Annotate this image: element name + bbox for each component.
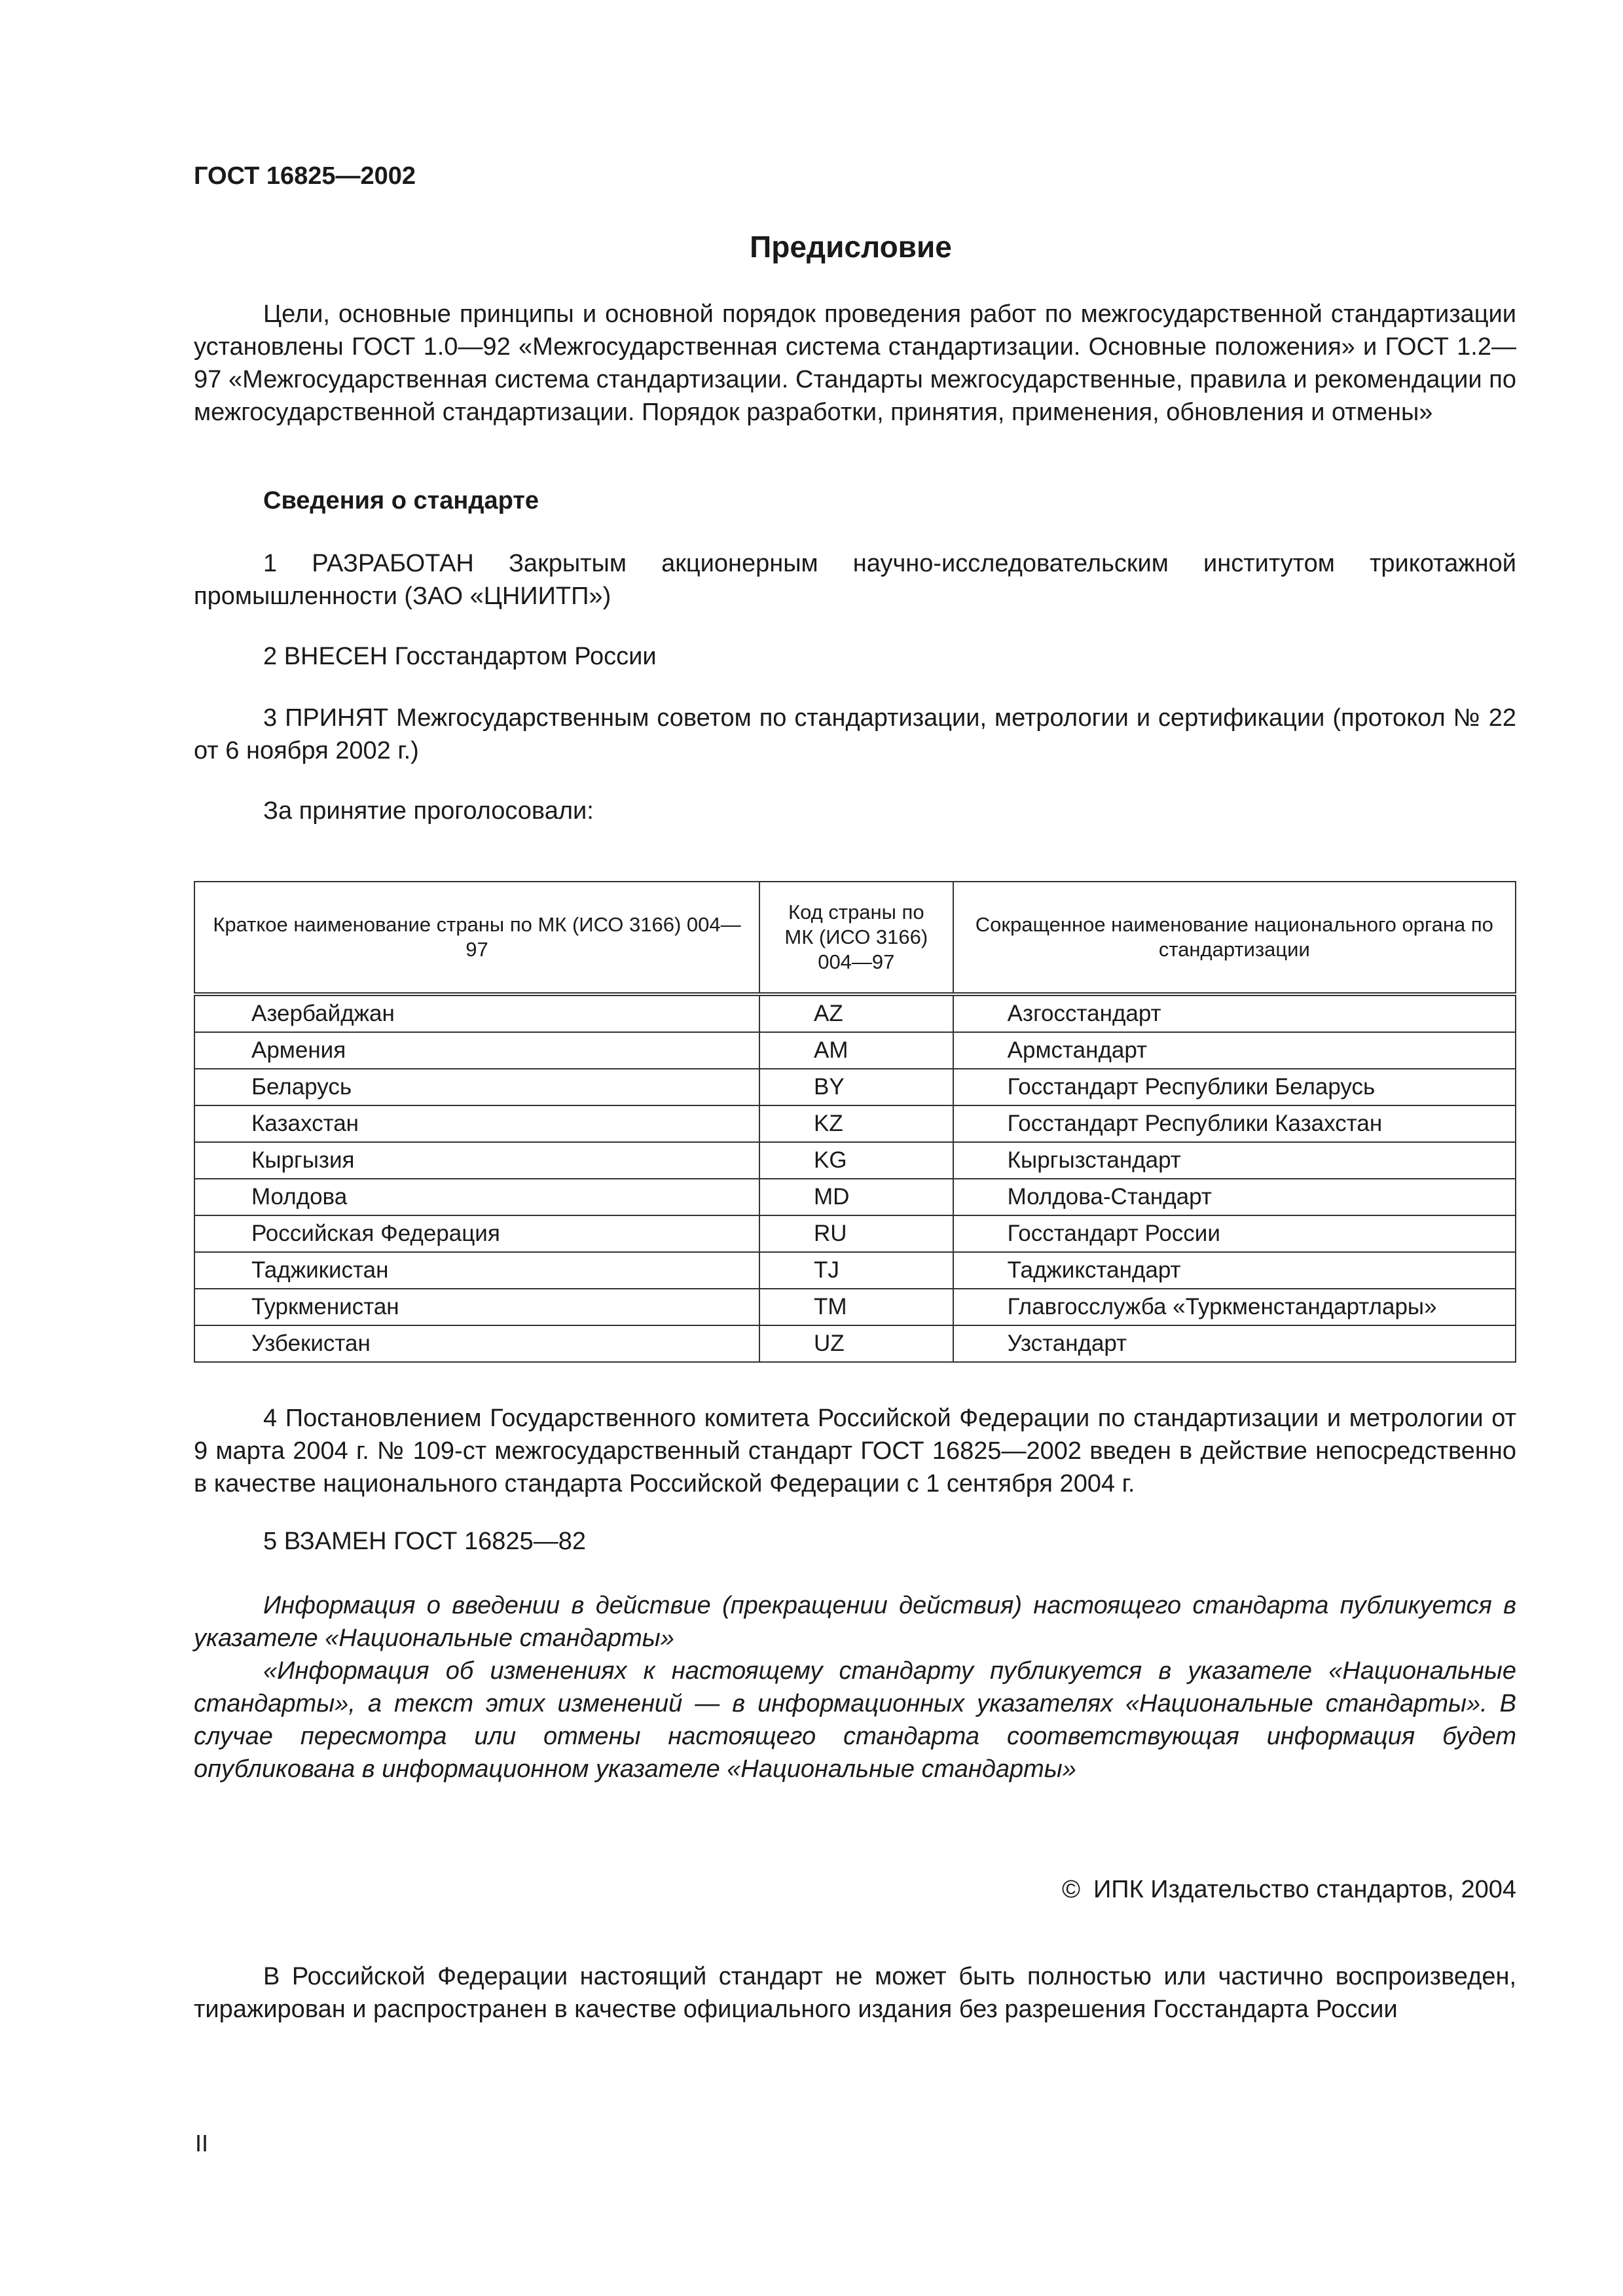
table-row: [194, 1142, 1516, 1179]
voting-table: [194, 881, 1516, 1363]
country-cell: Беларусь: [194, 1069, 759, 1105]
country-cell: Российская Федерация: [194, 1215, 759, 1252]
country-cell: Казахстан: [194, 1105, 759, 1142]
body-cell: Молдова-Стандарт: [953, 1179, 1516, 1215]
table-row: [194, 1179, 1516, 1215]
body-cell: Госстандарт Республики Казахстан: [953, 1105, 1516, 1142]
code-cell: RU: [759, 1215, 953, 1252]
body-cell: Госстандарт России: [953, 1215, 1516, 1252]
country-cell: Таджикистан: [194, 1252, 759, 1289]
item-resolution: 4 Постановлением Государственного комитета Российской Федерации по стандартизации и метрологии от 9 марта 2004 г. № 109-ст межгосударственный стандарт ГОСТ 16825—2002 введен в действие непосредственно в качестве национального стандарта Российской Федерации с 1 сентября 2004 г.: [194, 1405, 1516, 1498]
body-cell: Узстандарт: [953, 1325, 1516, 1362]
table-row: [194, 1325, 1516, 1362]
notice-changes-publication: «Информация об изменениях к настоящему стандарту публикуется в указателе «Национальные стандарты», а текст этих изменений — в информационных указателях «Национальные стандарты». В случае пересмотра или отмены настоящего стандарта соответствующая информация будет опубликована в информационном указателе «Национальные стандарты»: [194, 1657, 1516, 1783]
notice-info-publication: Информация о введении в действие (прекращении действия) настоящего стандарта публикуется в указателе «Национальные стандарты»: [194, 1592, 1516, 1652]
code-cell: TJ: [759, 1252, 953, 1289]
country-cell: Кыргызия: [194, 1142, 759, 1179]
code-cell: TM: [759, 1289, 953, 1325]
copyright-text: ИПК Издательство стандартов, 2004: [1093, 1876, 1516, 1903]
document-code: ГОСТ 16825—2002: [194, 162, 416, 190]
page-number: II: [195, 2130, 209, 2157]
body-cell: Армстандарт: [953, 1032, 1516, 1069]
table-row: [194, 1252, 1516, 1289]
country-cell: Азербайджан: [194, 994, 759, 1032]
copyright: [1062, 1876, 1516, 1904]
header-code: Код страны по МК (ИСО 3166) 004—97: [759, 882, 953, 994]
country-cell: Туркменистан: [194, 1289, 759, 1325]
intro-paragraph: Цели, основные принципы и основной порядок проведения работ по межгосударственной стандартизации установлены ГОСТ 1.0—92 «Межгосударственная система стандартизации. Основные положения» и ГОСТ 1.2—97 «Межгосударственная система стандартизации. Стандарты межгосударственные, правила и рекомендации по межгосударственной стандартизации. Порядок разработки, принятия, применения, обновления и отмены»: [194, 300, 1516, 426]
item-developed: 1 РАЗРАБОТАН Закрытым акционерным научно-исследовательским институтом трикотажной промышленности (ЗАО «ЦНИИТП»): [194, 550, 1516, 610]
header-body: Сокращенное наименование национального органа по стандартизации: [953, 882, 1516, 994]
item-introduced: 2 ВНЕСЕН Госстандартом России: [263, 643, 657, 670]
country-cell: Молдова: [194, 1179, 759, 1215]
code-cell: AM: [759, 1032, 953, 1069]
code-cell: AZ: [759, 994, 953, 1032]
country-cell: Армения: [194, 1032, 759, 1069]
reproduction-notice: В Российской Федерации настоящий стандарт не может быть полностью или частично воспроизведен, тиражирован и распространен в качестве официального издания без разрешения Госстандарта России: [194, 1963, 1516, 2023]
table-row: [194, 1215, 1516, 1252]
item-replaces: 5 ВЗАМЕН ГОСТ 16825—82: [263, 1528, 586, 1555]
item-voted: За принятие проголосовали:: [263, 797, 594, 825]
body-cell: Азгосстандарт: [953, 994, 1516, 1032]
code-cell: MD: [759, 1179, 953, 1215]
table-row: [194, 1069, 1516, 1105]
info-heading: Сведения о стандарте: [263, 487, 539, 514]
table-row: [194, 1289, 1516, 1325]
code-cell: BY: [759, 1069, 953, 1105]
code-cell: KG: [759, 1142, 953, 1179]
table-row: [194, 1032, 1516, 1069]
table-row: [194, 1105, 1516, 1142]
copyright-symbol: ©: [1061, 1876, 1080, 1903]
code-cell: UZ: [759, 1325, 953, 1362]
table-row: [194, 994, 1516, 1032]
country-cell: Узбекистан: [194, 1325, 759, 1362]
item-adopted: 3 ПРИНЯТ Межгосударственным советом по стандартизации, метрологии и сертификации (протокол № 22 от 6 ноября 2002 г.): [194, 704, 1516, 764]
code-cell: KZ: [759, 1105, 953, 1142]
body-cell: Кыргызстандарт: [953, 1142, 1516, 1179]
table-header-row: [194, 882, 1516, 994]
body-cell: Госстандарт Республики Беларусь: [953, 1069, 1516, 1105]
page-title: Предисловие: [750, 230, 952, 264]
header-country: Краткое наименование страны по МК (ИСО 3166) 004—97: [194, 882, 759, 994]
body-cell: Главгосслужба «Туркменстандартлары»: [953, 1289, 1516, 1325]
body-cell: Таджикстандарт: [953, 1252, 1516, 1289]
